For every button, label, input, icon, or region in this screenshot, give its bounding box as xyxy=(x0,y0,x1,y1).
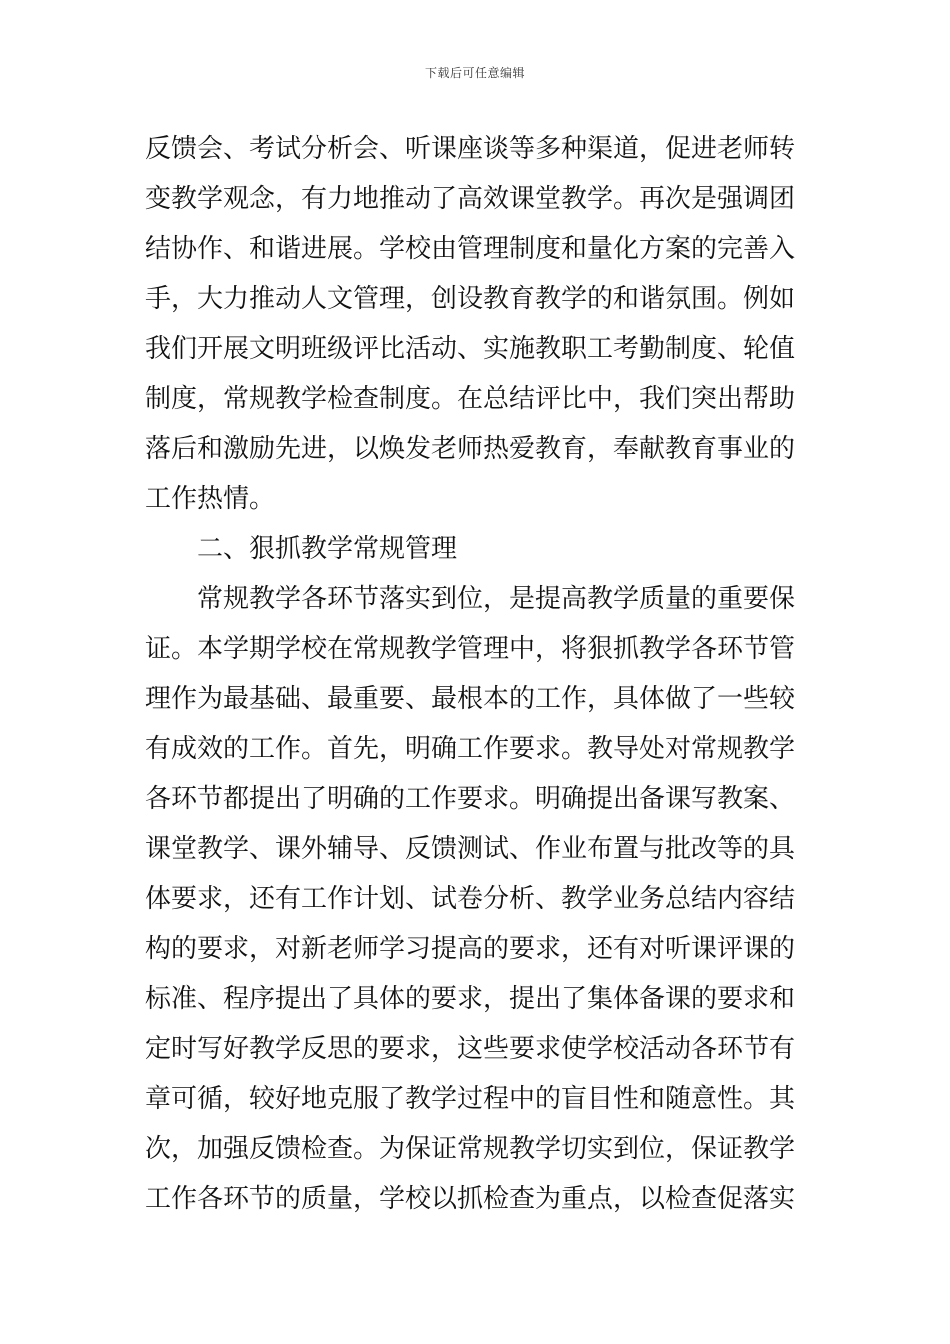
text-line: 各环节都提出了明确的工作要求。明确提出备课写教案、 xyxy=(145,784,796,814)
text-line: 制度，常规教学检查制度。在总结评比中，我们突出帮助 xyxy=(145,384,796,414)
section-heading: 二、狠抓教学常规管理 xyxy=(197,534,458,564)
text-line: 定时写好教学反思的要求，这些要求使学校活动各环节有 xyxy=(145,1034,796,1064)
page-header: 下载后可任意编辑 xyxy=(424,66,525,80)
text-line: 我们开展文明班级评比活动、实施教职工考勤制度、轮值 xyxy=(145,334,796,364)
text-line: 手，大力推动人文管理，创设教育教学的和谐氛围。例如 xyxy=(145,284,796,314)
text-line: 次，加强反馈检查。为保证常规教学切实到位，保证教学 xyxy=(145,1134,796,1164)
text-line: 证。本学期学校在常规教学管理中，将狠抓教学各环节管 xyxy=(145,634,796,664)
text-line: 落后和激励先进，以焕发老师热爱教育，奉献教育事业的 xyxy=(145,434,796,464)
text-line: 常规教学各环节落实到位，是提高教学质量的重要保 xyxy=(197,584,796,614)
text-line: 章可循，较好地克服了教学过程中的盲目性和随意性。其 xyxy=(145,1084,796,1114)
text-line: 反馈会、考试分析会、听课座谈等多种渠道，促进老师转 xyxy=(145,134,796,164)
text-line: 有成效的工作。首先，明确工作要求。教导处对常规教学 xyxy=(145,734,796,764)
text-line: 结协作、和谐进展。学校由管理制度和量化方案的完善入 xyxy=(145,234,796,264)
text-line: 体要求，还有工作计划、试卷分析、教学业务总结内容结 xyxy=(145,884,796,914)
text-line: 变教学观念，有力地推动了高效课堂教学。再次是强调团 xyxy=(145,184,796,214)
text-line: 工作各环节的质量，学校以抓检查为重点，以检查促落实 xyxy=(145,1184,796,1214)
text-line: 课堂教学、课外辅导、反馈测试、作业布置与批改等的具 xyxy=(145,834,796,864)
text-line: 理作为最基础、最重要、最根本的工作，具体做了一些较 xyxy=(145,684,796,714)
text-line: 工作热情。 xyxy=(145,484,276,514)
text-line: 标准、程序提出了具体的要求，提出了集体备课的要求和 xyxy=(145,984,796,1014)
text-line: 构的要求，对新老师学习提高的要求，还有对听课评课的 xyxy=(145,934,796,964)
body-text xyxy=(145,124,810,1224)
